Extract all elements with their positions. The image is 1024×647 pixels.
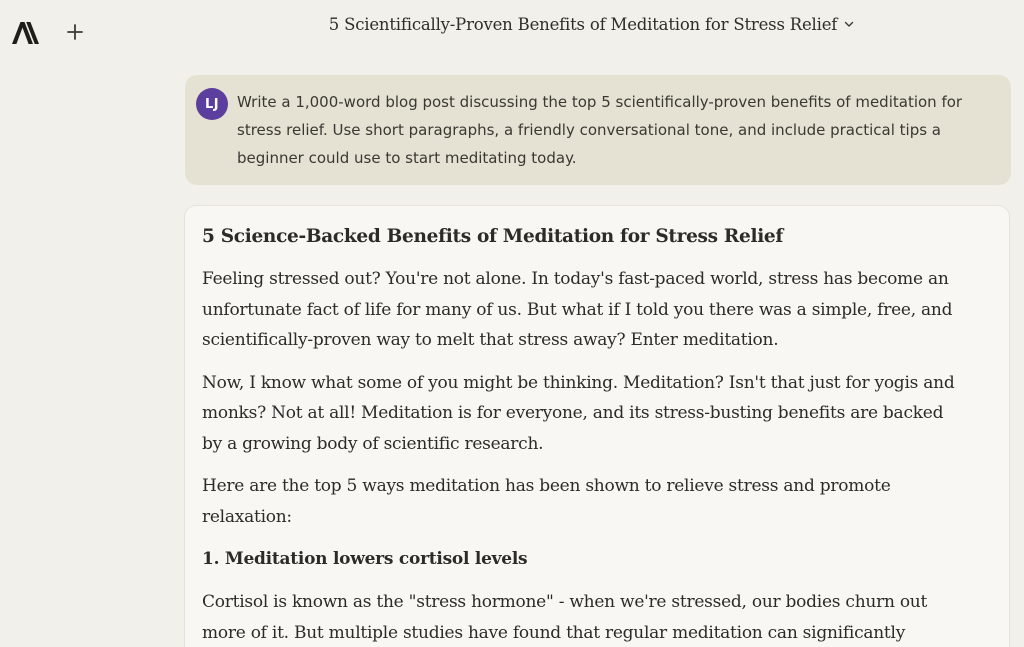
user-avatar: LJ <box>196 88 228 120</box>
assistant-paragraph: Now, I know what some of you might be thinking. Meditation? Isn't that just for yogis and monks? Not at all! Meditation is for everyone, and its stress-busting benefits are backed by a growing body of scientific research. <box>202 372 955 454</box>
assistant-message <box>184 205 1010 647</box>
assistant-heading: 5 Science-Backed Benefits of Meditation for Stress Relief <box>202 226 784 247</box>
user-message-text: Write a 1,000-word blog post discussing the top 5 scientifically-proven benefits of meditation for stress relief. Use short paragraphs, a friendly conversational tone, and include practical tips a beginner could use to start meditating today. <box>237 93 963 167</box>
assistant-subheading: 1. Meditation lowers cortisol levels <box>202 549 528 569</box>
conversation-title: 5 Scientifically-Proven Benefits of Meditation for Stress Relief <box>328 14 838 34</box>
assistant-paragraph: Here are the top 5 ways meditation has been shown to relieve stress and promote relaxation: <box>202 476 891 527</box>
conversation-header <box>0 0 1024 50</box>
user-message <box>185 75 1011 185</box>
assistant-paragraph: Cortisol is known as the "stress hormone" - when we're stressed, our bodies churn out more of it. But multiple studies have found that regular meditation can significantly <box>202 592 928 643</box>
assistant-paragraph: Feeling stressed out? You're not alone. In today's fast-paced world, stress has become an unfortunate fact of life for many of us. But what if I told you there was a simple, free, and scientifically-proven way to melt that stress away? Enter meditation. <box>202 269 953 350</box>
chevron-down-icon <box>843 18 855 30</box>
conversation-title-button[interactable] <box>329 15 855 36</box>
